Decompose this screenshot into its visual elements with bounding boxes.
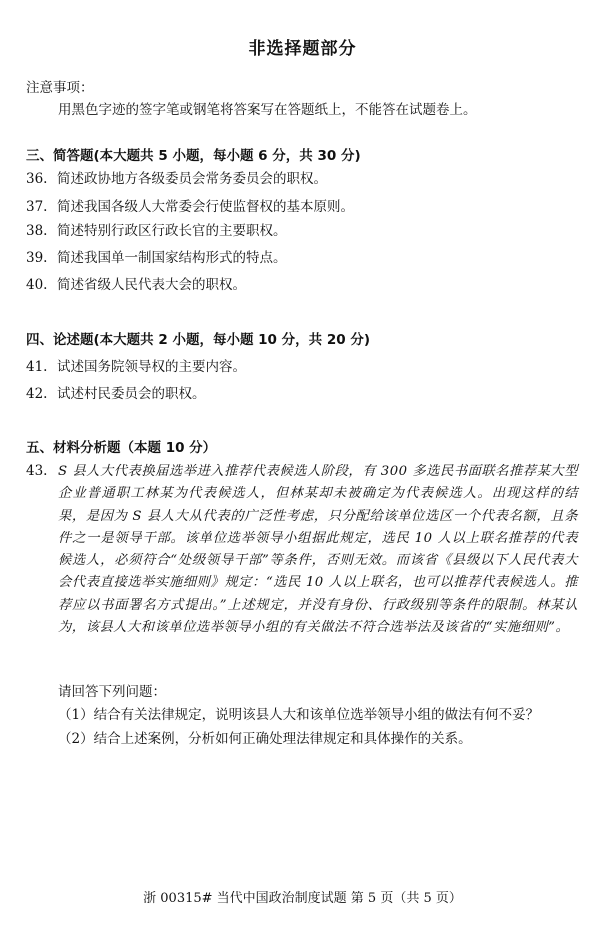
question-number: 39. <box>26 250 48 266</box>
question-39 <box>26 249 287 267</box>
question-number: 42. <box>26 386 48 402</box>
notice-label: 注意事项： <box>26 80 94 96</box>
question-number: 43. <box>26 463 48 479</box>
notice-text: 用黑色字迹的签字笔或钢笔将答案写在答题纸上，不能答在试题卷上。 <box>58 102 477 118</box>
question-number: 41. <box>26 359 48 375</box>
question-37 <box>26 198 354 216</box>
page-title: 非选择题部分 <box>248 39 357 59</box>
question-38 <box>26 222 287 240</box>
page-footer: 浙 00315# 当代中国政治制度试题 第 5 页（共 5 页） <box>143 891 462 906</box>
question-41 <box>26 358 246 376</box>
question-text: 简述政协地方各级委员会常务委员会的职权。 <box>57 171 327 187</box>
question-42 <box>26 385 206 403</box>
case-material-paragraph: S 县人大代表换届选举进入推荐代表候选人阶段，有 300 多选民书面联名推荐某大型企业普通职工林某为代表候选人，但林某却未被确定为代表候选人。出现这样的结果，是因为 S 县人大从代表的广泛性考虑，只分配给该单位选区一个代表名额，且条件之一是领导干部。该单位选举领导小组据此规定，选民 10 人以上联名推荐的代表候选人，必须符合“处级领导干部”等条件，否则无效。而该省《县级以下人民代表大会代表直接选举实施细则》规定：“选民 10 人以上联名，也可以推荐代表候选人。推荐应以书面署名方式提出。”上述规定，并没有身份、行政级别等条件的限制。林某认为，该县人大和该单位选举领导小组的有关做法不符合选举法及该省的“实施细则”。 <box>58 464 578 636</box>
question-number: 37. <box>26 199 48 215</box>
subquestion-2: （2）结合上述案例，分析如何正确处理法律规定和具体操作的关系。 <box>58 731 472 747</box>
question-text: 试述村民委员会的职权。 <box>57 386 206 402</box>
question-text: 试述国务院领导权的主要内容。 <box>57 359 246 375</box>
question-number: 40. <box>26 277 48 293</box>
question-number: 38. <box>26 223 48 239</box>
section-heading-material-analysis: 五、材料分析题（本题 10 分） <box>26 440 217 456</box>
answer-prompt: 请回答下列问题： <box>58 684 166 700</box>
section-heading-essay: 四、论述题(本大题共 2 小题，每小题 10 分，共 20 分) <box>26 332 371 348</box>
question-text: 简述特别行政区行政长官的主要职权。 <box>57 223 287 239</box>
subquestion-1: （1）结合有关法律规定，说明该县人大和该单位选举领导小组的做法有何不妥？ <box>58 707 540 723</box>
question-36 <box>26 170 327 188</box>
question-text: 简述我国单一制国家结构形式的特点。 <box>57 250 287 266</box>
question-text: 简述我国各级人大常委会行使监督权的基本原则。 <box>57 199 354 215</box>
section-heading-short-answer: 三、简答题(本大题共 5 小题，每小题 6 分，共 30 分) <box>26 148 361 164</box>
question-number: 36. <box>26 171 48 187</box>
question-40 <box>26 276 246 294</box>
question-text: 简述省级人民代表大会的职权。 <box>57 277 246 293</box>
